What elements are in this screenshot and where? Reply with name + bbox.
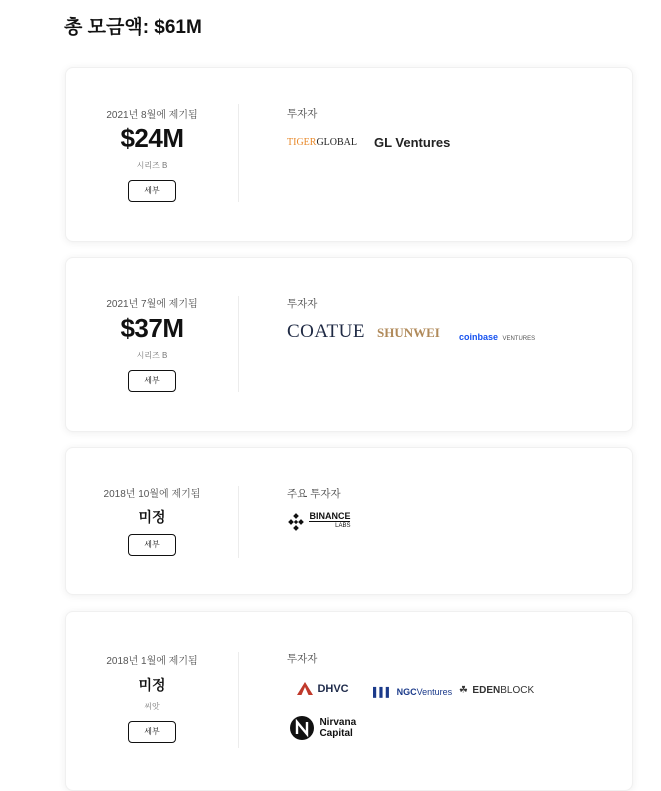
investors-label: 주요 투자자 xyxy=(287,488,341,500)
round-series: 씨앗 xyxy=(144,702,160,711)
binance-icon xyxy=(287,513,305,531)
round-amount: $37M xyxy=(120,313,184,343)
divider xyxy=(238,296,239,392)
details-button[interactable]: 세부 xyxy=(128,534,176,556)
page-title: 총 모금액: $61M xyxy=(64,17,202,38)
investor-logo-coinbase-ventures[interactable]: coinbase VENTURES xyxy=(459,332,536,342)
round-summary xyxy=(66,68,238,241)
divider xyxy=(238,486,239,558)
investors-label: 투자자 xyxy=(287,108,318,120)
details-button[interactable]: 세부 xyxy=(128,721,176,743)
investor-logo-binance-labs[interactable]: BINANCE LABS xyxy=(287,512,350,531)
funding-round-card xyxy=(65,447,633,595)
investor-logo-coatue[interactable]: COATUE xyxy=(287,321,365,342)
round-date: 2018년 1월에 제기됨 xyxy=(106,656,198,667)
round-series: 시리즈 B xyxy=(136,161,168,170)
investors-label: 투자자 xyxy=(287,653,318,665)
funding-round-card xyxy=(65,257,633,432)
round-amount: $24M xyxy=(120,123,184,153)
funding-round-card xyxy=(65,611,633,791)
round-date: 2021년 7월에 제기됨 xyxy=(106,299,198,310)
divider xyxy=(238,652,239,748)
ngc-icon: ▌▌▌ xyxy=(373,687,393,697)
investors-label: 투자자 xyxy=(287,298,318,310)
funding-round-card xyxy=(65,67,633,242)
details-button[interactable]: 세부 xyxy=(128,180,176,202)
divider xyxy=(238,104,239,202)
investor-logo-eden-block[interactable]: ☘ EDENBLOCK xyxy=(459,685,535,696)
investor-logo-nirvana-capital[interactable]: Nirvana Capital xyxy=(289,715,356,741)
round-summary xyxy=(66,258,238,431)
investor-logo-shunwei[interactable]: SHUNWEI xyxy=(377,325,440,340)
round-date: 2021년 8월에 제기됨 xyxy=(106,110,198,121)
round-amount: 미정 xyxy=(138,509,166,525)
round-amount: 미정 xyxy=(138,677,166,693)
investor-logo-gl-ventures[interactable]: GL Ventures xyxy=(374,135,451,150)
investor-logo-ngc-ventures[interactable]: ▌▌▌ NGCVentures xyxy=(373,687,453,697)
investor-logo-dhvc[interactable]: DHVC xyxy=(297,680,349,698)
round-date: 2018년 10월에 제기됨 xyxy=(103,489,201,500)
nirvana-icon xyxy=(289,715,315,741)
round-summary xyxy=(66,448,238,594)
investor-logo-tiger-global[interactable]: TIGERGLOBAL xyxy=(287,137,358,148)
dhvc-icon xyxy=(297,682,313,695)
round-summary xyxy=(66,612,238,790)
details-button[interactable]: 세부 xyxy=(128,370,176,392)
round-series: 시리즈 B xyxy=(136,351,168,360)
leaf-icon: ☘ xyxy=(459,685,468,696)
